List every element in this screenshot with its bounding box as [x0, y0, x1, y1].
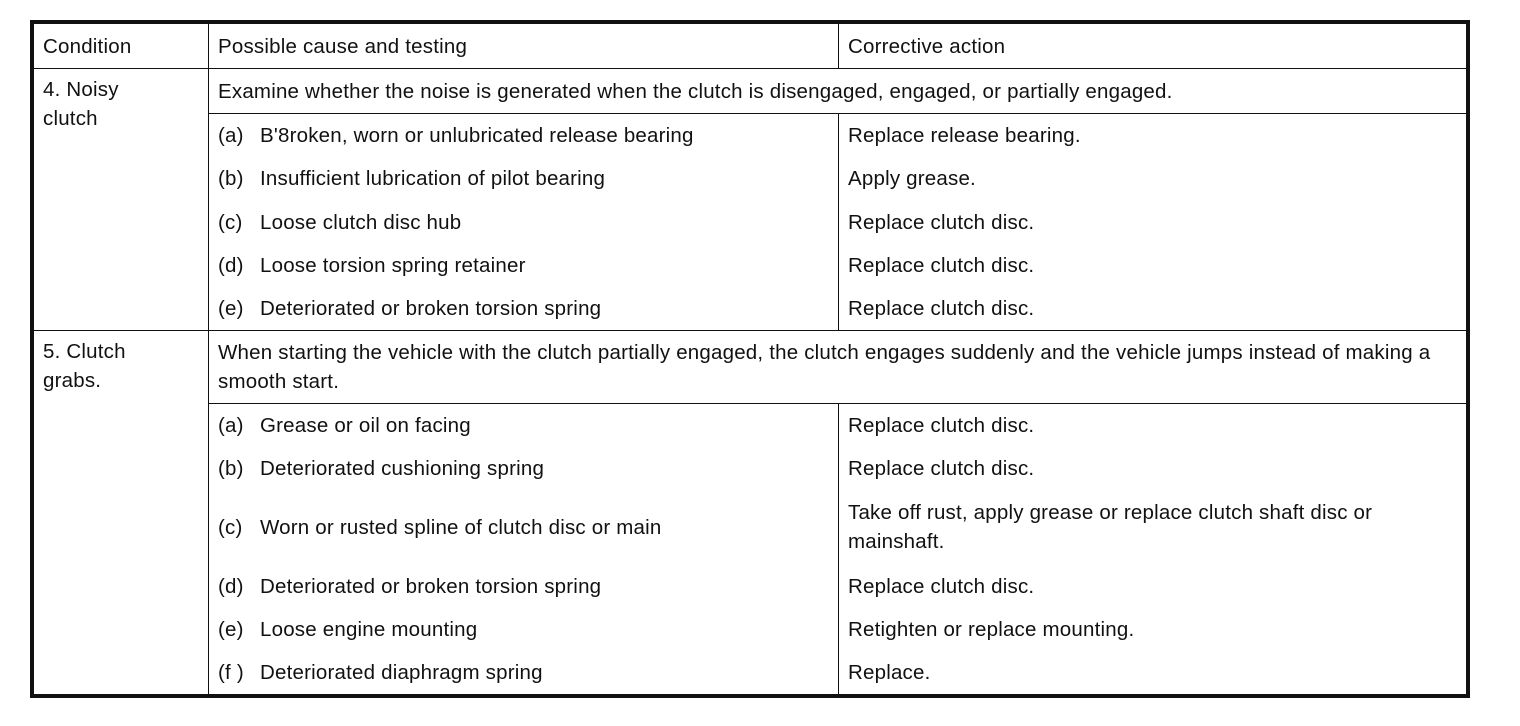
cause-cell — [209, 447, 839, 490]
table-row — [34, 490, 1467, 564]
cause-label: (a) — [218, 414, 244, 438]
section-noisy-clutch-header — [34, 69, 1467, 114]
cause-text: Loose engine mounting — [260, 617, 478, 641]
section-clutch-grabs-header — [34, 330, 1467, 403]
cause-text: Deteriorated cushioning spring — [260, 457, 545, 481]
cause-cell — [209, 565, 839, 608]
cause-text: Deteriorated or broken torsion spring — [260, 296, 602, 320]
cause-text: Grease or oil on facing — [260, 414, 471, 438]
cause-text: Insufficient lubrication of pilot bearing — [260, 167, 606, 191]
action-cell: Take off rust, apply grease or replace clutch shaft disc or mainshaft. — [839, 490, 1467, 564]
cause-label: (e) — [218, 617, 244, 641]
action-cell: Replace clutch disc. — [839, 244, 1467, 287]
table-row — [34, 651, 1467, 695]
condition-line: 4. Noisy — [43, 78, 119, 102]
cause-cell — [209, 201, 839, 244]
cause-cell — [209, 608, 839, 651]
condition-line: grabs. — [43, 368, 102, 392]
table-row — [34, 565, 1467, 608]
cause-cell — [209, 244, 839, 287]
table-row — [34, 608, 1467, 651]
header-cause: Possible cause and testing — [209, 24, 839, 69]
action-cell: Replace clutch disc. — [839, 201, 1467, 244]
action-cell: Retighten or replace mounting. — [839, 608, 1467, 651]
condition-noisy-clutch — [34, 69, 209, 331]
action-cell: Replace. — [839, 651, 1467, 695]
cause-label: (c) — [218, 515, 243, 539]
cause-text: Worn or rusted spline of clutch disc or main — [260, 515, 662, 539]
cause-cell — [209, 404, 839, 448]
cause-label: (e) — [218, 296, 244, 320]
condition-line: clutch — [43, 107, 98, 131]
cause-text: Loose torsion spring retainer — [260, 253, 526, 277]
troubleshooting-table — [30, 20, 1470, 698]
cause-cell — [209, 157, 839, 200]
table-header-row — [34, 24, 1467, 69]
table-row — [34, 447, 1467, 490]
action-cell: Replace clutch disc. — [839, 404, 1467, 448]
table-row — [34, 244, 1467, 287]
cause-cell — [209, 114, 839, 158]
action-cell: Apply grease. — [839, 157, 1467, 200]
cause-label: (c) — [218, 210, 243, 234]
action-cell: Replace clutch disc. — [839, 447, 1467, 490]
header-action: Corrective action — [839, 24, 1467, 69]
clutch-troubleshooting-grid — [33, 23, 1467, 695]
cause-cell — [209, 651, 839, 695]
cause-label: (d) — [218, 574, 244, 598]
cause-text: Deteriorated or broken torsion spring — [260, 574, 602, 598]
table-row — [34, 157, 1467, 200]
action-cell: Replace clutch disc. — [839, 287, 1467, 331]
cause-text: Deteriorated diaphragm spring — [260, 660, 543, 684]
condition-clutch-grabs — [34, 330, 209, 694]
cause-cell — [209, 490, 839, 564]
table-row — [34, 201, 1467, 244]
cause-label: (a) — [218, 124, 244, 148]
condition-line: 5. Clutch — [43, 339, 126, 363]
action-cell: Replace release bearing. — [839, 114, 1467, 158]
action-cell: Replace clutch disc. — [839, 565, 1467, 608]
cause-label: (b) — [218, 167, 244, 191]
cause-text: B'8roken, worn or unlubricated release bearing — [260, 124, 694, 148]
cause-text: Loose clutch disc hub — [260, 210, 462, 234]
cause-cell — [209, 287, 839, 331]
cause-label: (f ) — [218, 660, 244, 684]
cause-label: (b) — [218, 457, 244, 481]
table-row — [34, 287, 1467, 331]
cause-label: (d) — [218, 253, 244, 277]
section-description: Examine whether the noise is generated when the clutch is disengaged, engaged, or partially engaged. — [209, 69, 1467, 114]
table-row — [34, 404, 1467, 448]
table-row — [34, 114, 1467, 158]
header-condition: Condition — [34, 24, 209, 69]
section-description: When starting the vehicle with the clutch partially engaged, the clutch engages suddenly and the vehicle jumps instead of making a smooth start. — [209, 330, 1467, 403]
